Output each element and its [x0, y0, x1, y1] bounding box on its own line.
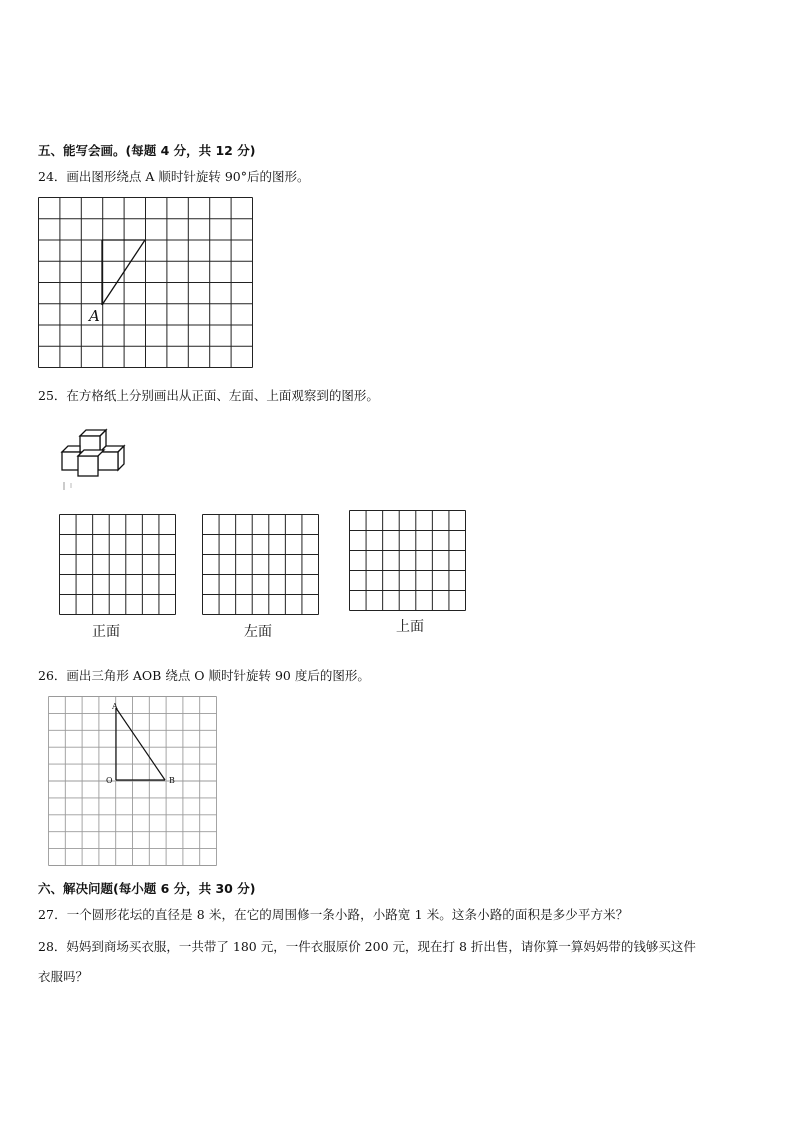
- q26-side-ab: [116, 708, 165, 780]
- cube-stack-figure: [58, 426, 133, 492]
- question-24-text: 24．画出图形绕点 A 顺时针旋转 90°后的图形。: [38, 169, 310, 184]
- left-view-label: 左面: [244, 624, 272, 640]
- question-24-grid: [38, 197, 254, 369]
- question-25-text: 25．在方格纸上分别画出从正面、左面、上面观察到的图形。: [38, 388, 379, 403]
- q24-figure-diagonal: [102, 240, 145, 305]
- question-28-text-line2: 衣服吗？: [38, 969, 89, 984]
- question-28-text-line1: 28．妈妈到商场买衣服，一共带了 180 元，一件衣服原价 200 元，现在打 8 折出售，请你算一算妈妈带的钱够买这件: [38, 939, 696, 954]
- q26-label-a: A: [112, 702, 118, 711]
- front-view-label: 正面: [92, 624, 120, 640]
- left-view-grid: [202, 514, 319, 615]
- front-view-grid: [59, 514, 176, 615]
- top-view-grid: [349, 510, 466, 611]
- question-27-text: 27．一个圆形花坛的直径是 8 米，在它的周围修一条小路，小路宽 1 米。这条小路的面积是多少平方米？: [38, 907, 629, 922]
- q26-label-b: B: [169, 776, 175, 785]
- q24-point-a-label: A: [89, 307, 100, 325]
- question-26-text: 26．画出三角形 AOB 绕点 O 顺时针旋转 90 度后的图形。: [38, 668, 370, 683]
- section-5-heading: 五、能写会画。(每题 4 分，共 12 分): [38, 143, 256, 158]
- q26-label-o: O: [106, 776, 113, 785]
- section-6-heading: 六、解决问题(每小题 6 分，共 30 分): [38, 881, 256, 896]
- top-view-label: 上面: [396, 619, 424, 635]
- question-26-grid: [48, 696, 218, 867]
